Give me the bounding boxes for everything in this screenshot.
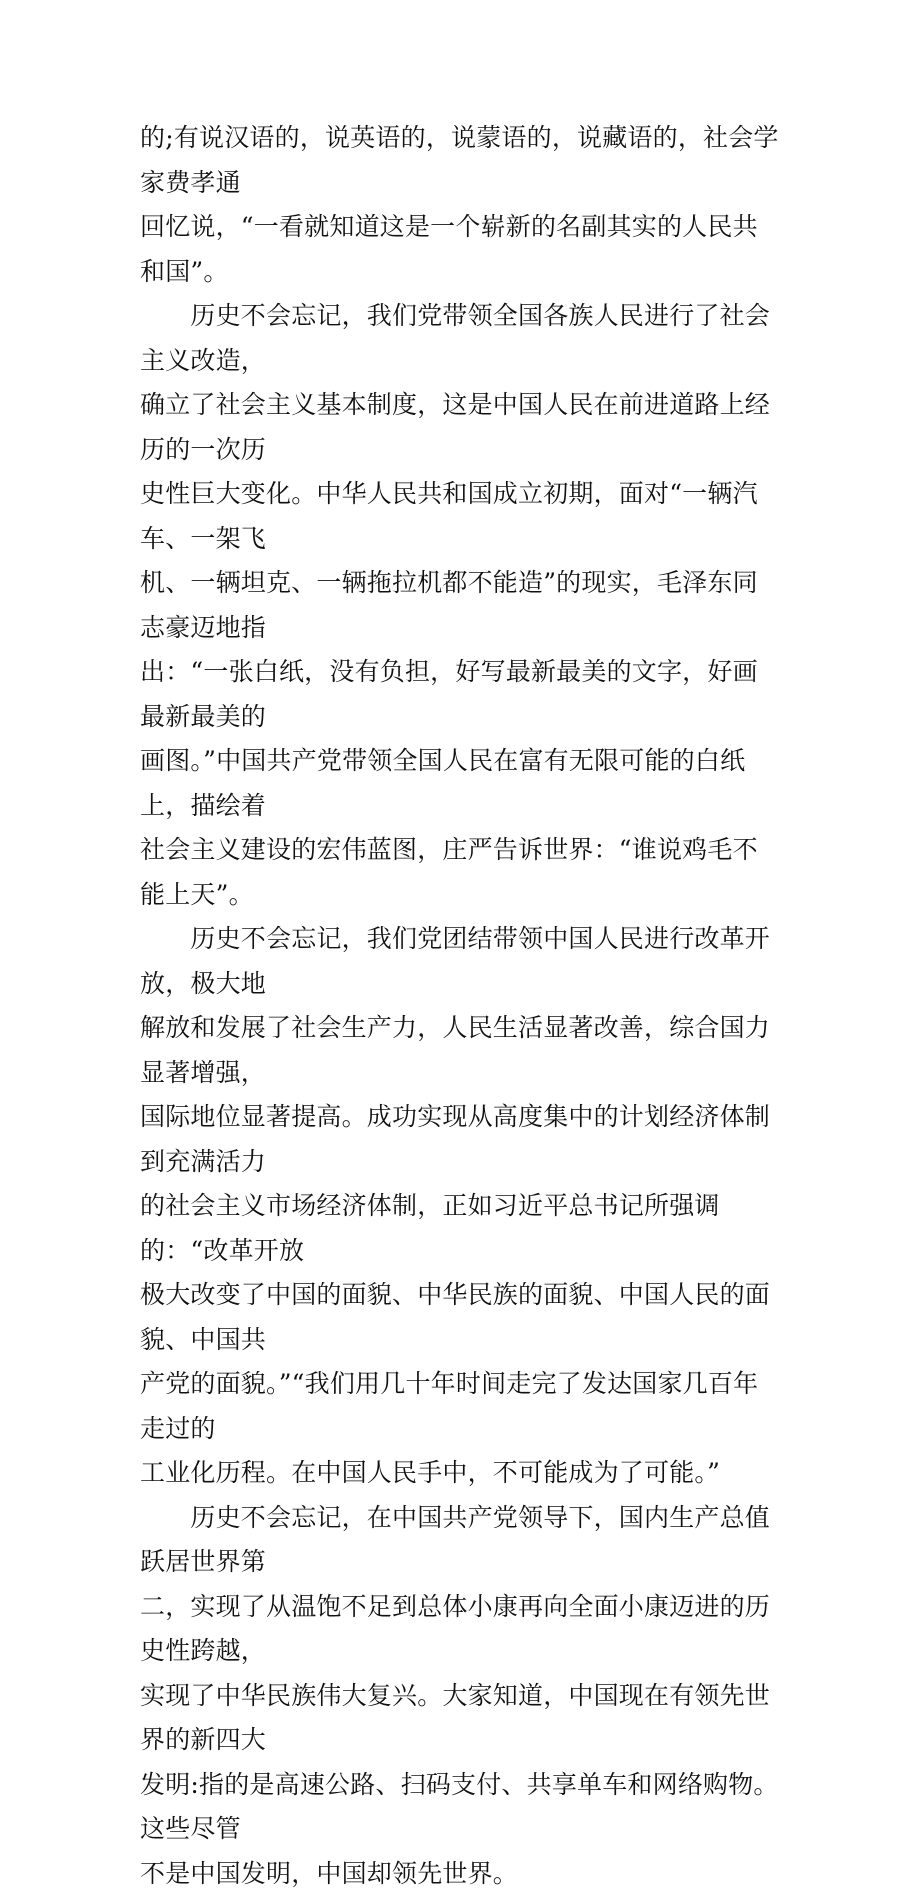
paragraph-1 bbox=[140, 116, 780, 294]
text-line: 确立了社会主义基本制度，这是中国人民在前进道路上经历的一次历 bbox=[140, 383, 780, 472]
text-line: 实现了中华民族伟大复兴。大家知道，中国现在有领先世界的新四大 bbox=[140, 1674, 780, 1763]
text-line: 工业化历程。在中国人民手中，不可能成为了可能。” bbox=[140, 1451, 780, 1496]
text-line: 史性巨大变化。中华人民共和国成立初期，面对“一辆汽车、一架飞 bbox=[140, 472, 780, 561]
text-line: 出：“一张白纸，没有负担，好写最新最美的文字，好画最新最美的 bbox=[140, 650, 780, 739]
paragraph-2 bbox=[140, 294, 780, 917]
text-line: 国际地位显著提高。成功实现从高度集中的计划经济体制到充满活力 bbox=[140, 1095, 780, 1184]
text-line: 不是中国发明，中国却领先世界。 bbox=[140, 1852, 780, 1896]
paragraph-4 bbox=[140, 1496, 780, 1896]
text-line: 极大改变了中国的面貌、中华民族的面貌、中国人民的面貌、中国共 bbox=[140, 1273, 780, 1362]
paragraph-3 bbox=[140, 917, 780, 1496]
text-line: 产党的面貌。”“我们用几十年时间走完了发达国家几百年走过的 bbox=[140, 1362, 780, 1451]
text-line: 机、一辆坦克、一辆拖拉机都不能造”的现实，毛泽东同志豪迈地指 bbox=[140, 561, 780, 650]
text-line: 回忆说，“一看就知道这是一个崭新的名副其实的人民共和国”。 bbox=[140, 205, 780, 294]
text-line: 发明:指的是高速公路、扫码支付、共享单车和网络购物。这些尽管 bbox=[140, 1763, 780, 1852]
text-line: 二，实现了从温饱不足到总体小康再向全面小康迈进的历史性跨越， bbox=[140, 1585, 780, 1674]
document-page bbox=[140, 116, 780, 1896]
text-line: 历史不会忘记，我们党团结带领中国人民进行改革开放，极大地 bbox=[140, 917, 780, 1006]
text-line: 历史不会忘记，我们党带领全国各族人民进行了社会主义改造， bbox=[140, 294, 780, 383]
text-line: 社会主义建设的宏伟蓝图，庄严告诉世界：“谁说鸡毛不能上天”。 bbox=[140, 828, 780, 917]
text-line: 历史不会忘记，在中国共产党领导下，国内生产总值跃居世界第 bbox=[140, 1496, 780, 1585]
text-line: 画图。”中国共产党带领全国人民在富有无限可能的白纸上，描绘着 bbox=[140, 739, 780, 828]
text-line: 的;有说汉语的，说英语的，说蒙语的，说藏语的，社会学家费孝通 bbox=[140, 116, 780, 205]
text-line: 解放和发展了社会生产力，人民生活显著改善，综合国力显著增强， bbox=[140, 1006, 780, 1095]
text-line: 的社会主义市场经济体制，正如习近平总书记所强调的：“改革开放 bbox=[140, 1184, 780, 1273]
